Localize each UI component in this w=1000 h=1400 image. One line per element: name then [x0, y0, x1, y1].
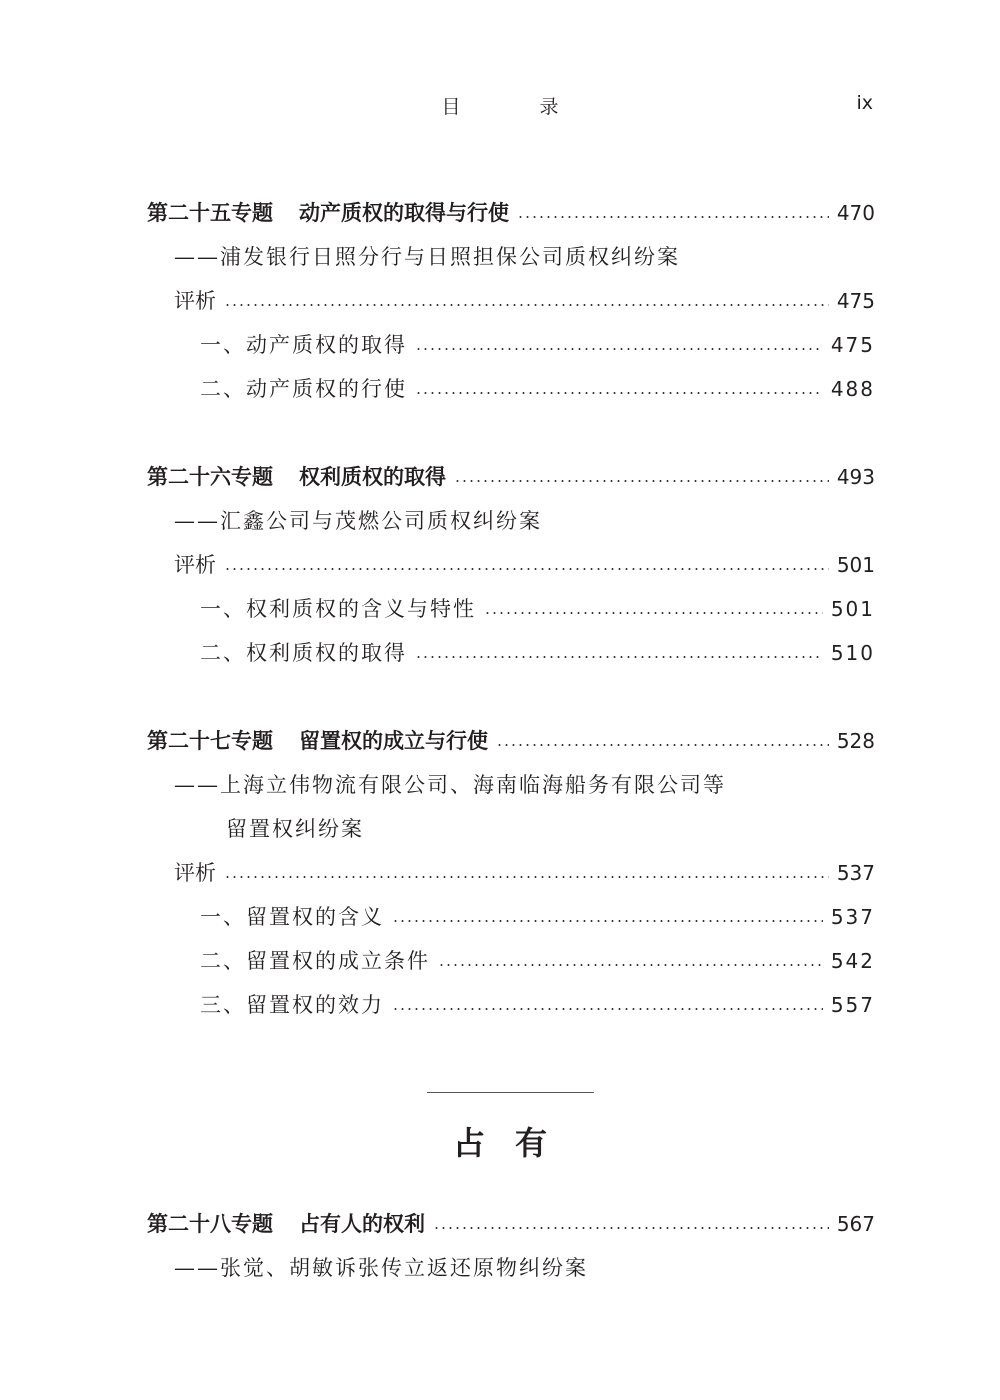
toc-topic-28[interactable] — [147, 1209, 875, 1239]
dot-leader — [415, 348, 823, 350]
toc-analysis[interactable] — [174, 858, 875, 888]
item-label: 二、动产质权的行使 — [200, 377, 407, 401]
analysis-label: 评析 — [174, 289, 216, 313]
toc-item[interactable] — [200, 946, 875, 976]
section-divider — [427, 1092, 594, 1093]
analysis-label: 评析 — [174, 861, 216, 885]
dot-leader — [484, 612, 823, 614]
toc-topic-27[interactable] — [147, 726, 875, 756]
toc-page-number: 501 — [830, 597, 875, 621]
toc-page-number: 537 — [830, 905, 875, 929]
running-header — [0, 92, 1000, 116]
toc-item[interactable] — [200, 990, 875, 1020]
case-line: ——汇鑫公司与茂燃公司质权纠纷案 — [174, 509, 542, 533]
item-label: 二、留置权的成立条件 — [200, 949, 430, 973]
toc-item[interactable] — [200, 594, 875, 624]
topic-title: 留置权的成立与行使 — [299, 729, 488, 753]
section-title: 占有 — [452, 1124, 577, 1162]
toc-page-number: 542 — [830, 949, 875, 973]
dot-leader — [438, 964, 823, 966]
analysis-label: 评析 — [174, 553, 216, 577]
page-number: ix — [856, 92, 873, 114]
dot-leader — [433, 1227, 829, 1229]
toc-item[interactable] — [200, 638, 875, 668]
toc-page-number: 493 — [836, 465, 875, 489]
toc-topic-25[interactable] — [147, 198, 875, 228]
dot-leader — [224, 568, 829, 570]
case-line-continued: 留置权纠纷案 — [226, 817, 364, 841]
toc-page-number: 537 — [836, 861, 875, 885]
toc-page-number: 475 — [830, 333, 875, 357]
dot-leader — [392, 1008, 823, 1010]
toc-page-number: 470 — [836, 201, 875, 225]
case-line: ——浦发银行日照分行与日照担保公司质权纠纷案 — [174, 245, 680, 269]
dot-leader — [224, 876, 829, 878]
toc-page-number: 488 — [830, 377, 875, 401]
toc-page-number: 501 — [836, 553, 875, 577]
topic-title: 占有人的权利 — [299, 1212, 425, 1236]
dot-leader — [517, 216, 829, 218]
case-line: ——上海立伟物流有限公司、海南临海船务有限公司等 — [174, 773, 726, 797]
toc-page-number: 567 — [836, 1212, 875, 1236]
case-line: ——张觉、胡敏诉张传立返还原物纠纷案 — [174, 1256, 588, 1280]
toc-page-number: 475 — [836, 289, 875, 313]
toc-item[interactable] — [200, 374, 875, 404]
topic-number: 第二十七专题 — [147, 729, 273, 753]
item-label: 一、动产质权的取得 — [200, 333, 407, 357]
dot-leader — [496, 744, 829, 746]
toc-page-number: 510 — [830, 641, 875, 665]
dot-leader — [454, 480, 829, 482]
toc-item[interactable] — [200, 330, 875, 360]
topic-number: 第二十五专题 — [147, 201, 273, 225]
item-label: 三、留置权的效力 — [200, 993, 384, 1017]
topic-number: 第二十六专题 — [147, 465, 273, 489]
dot-leader — [415, 656, 823, 658]
dot-leader — [415, 392, 823, 394]
topic-number: 第二十八专题 — [147, 1212, 273, 1236]
dot-leader — [224, 304, 829, 306]
item-label: 一、留置权的含义 — [200, 905, 384, 929]
item-label: 二、权利质权的取得 — [200, 641, 407, 665]
toc-analysis[interactable] — [174, 550, 875, 580]
dot-leader — [392, 920, 823, 922]
toc-analysis[interactable] — [174, 286, 875, 316]
item-label: 一、权利质权的含义与特性 — [200, 597, 476, 621]
toc-topic-26[interactable] — [147, 462, 875, 492]
running-title: 目 录 — [441, 96, 589, 118]
toc-page-number: 528 — [836, 729, 875, 753]
toc-page-number: 557 — [830, 993, 875, 1017]
topic-title: 权利质权的取得 — [299, 465, 446, 489]
toc-item[interactable] — [200, 902, 875, 932]
topic-title: 动产质权的取得与行使 — [299, 201, 509, 225]
